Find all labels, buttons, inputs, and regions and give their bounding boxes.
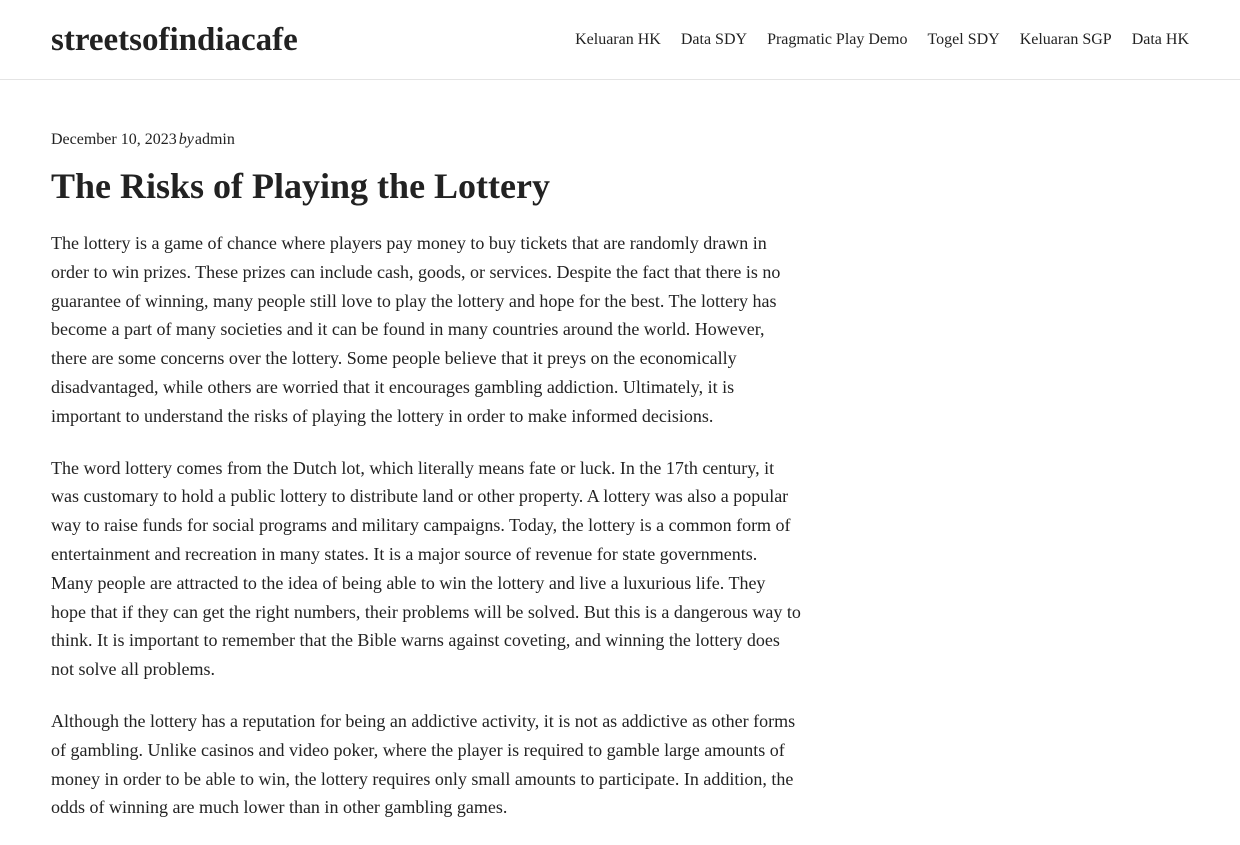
post-meta xyxy=(51,128,803,152)
post-by-label: by xyxy=(178,131,194,148)
post-article xyxy=(51,128,803,822)
nav-item-keluaran-sgp[interactable]: Keluaran SGP xyxy=(1019,31,1112,48)
post-author-link[interactable]: admin xyxy=(194,131,235,148)
nav-item-togel-sdy[interactable]: Togel SDY xyxy=(927,31,1000,48)
site-header xyxy=(0,0,1240,80)
nav-item-pragmatic-play-demo[interactable]: Pragmatic Play Demo xyxy=(767,31,908,48)
nav-item-data-sdy[interactable]: Data SDY xyxy=(680,31,748,48)
post-title: The Risks of Playing the Lottery xyxy=(51,166,550,206)
nav-item-data-hk[interactable]: Data HK xyxy=(1131,31,1189,48)
main-nav xyxy=(575,28,1189,52)
post-paragraph: The lottery is a game of chance where players pay money to buy tickets that are randomly drawn in order to win prizes. These prizes can include cash, goods, or services. Despite the fact that there is no guarantee of winning, many people still love to play the lottery and hope for the best. The lottery has become a part of many societies and it can be found in many countries around the world. However, there are some concerns over the lottery. Some people believe that it preys on the economically disadvantaged, while others are worried that it encourages gambling addiction. Ultimately, it is important to understand the risks of playing the lottery in order to make informed decisions. xyxy=(51,233,781,426)
post-paragraph: Although the lottery has a reputation for being an addictive activity, it is not as addictive as other forms of gambling. Unlike casinos and video poker, where the player is required to gamble large amounts of money in order to be able to win, the lottery requires only small amounts to participate. In addition, the odds of winning are much lower than in other gambling games. xyxy=(51,710,796,818)
post-paragraph: The word lottery comes from the Dutch lot, which literally means fate or luck. In the 17th century, it was customary to hold a public lottery to distribute land or other property. A lottery was also a popular way to raise funds for social programs and military campaigns. Today, the lottery is a common form of entertainment and recreation in many states. It is a major source of revenue for state governments. Many people are attracted to the idea of being able to win the lottery and live a luxurious life. They hope that if they can get the right numbers, their problems will be solved. But this is a dangerous way to think. It is important to remember that the Bible warns against coveting, and winning the lottery does not solve all problems. xyxy=(51,457,801,680)
main-content xyxy=(51,128,803,845)
post-date-link[interactable]: December 10, 2023 xyxy=(51,131,177,148)
site-title-link[interactable]: streetsofindiacafe xyxy=(51,22,298,58)
nav-item-keluaran-hk[interactable]: Keluaran HK xyxy=(575,31,661,48)
post-body xyxy=(51,229,803,822)
